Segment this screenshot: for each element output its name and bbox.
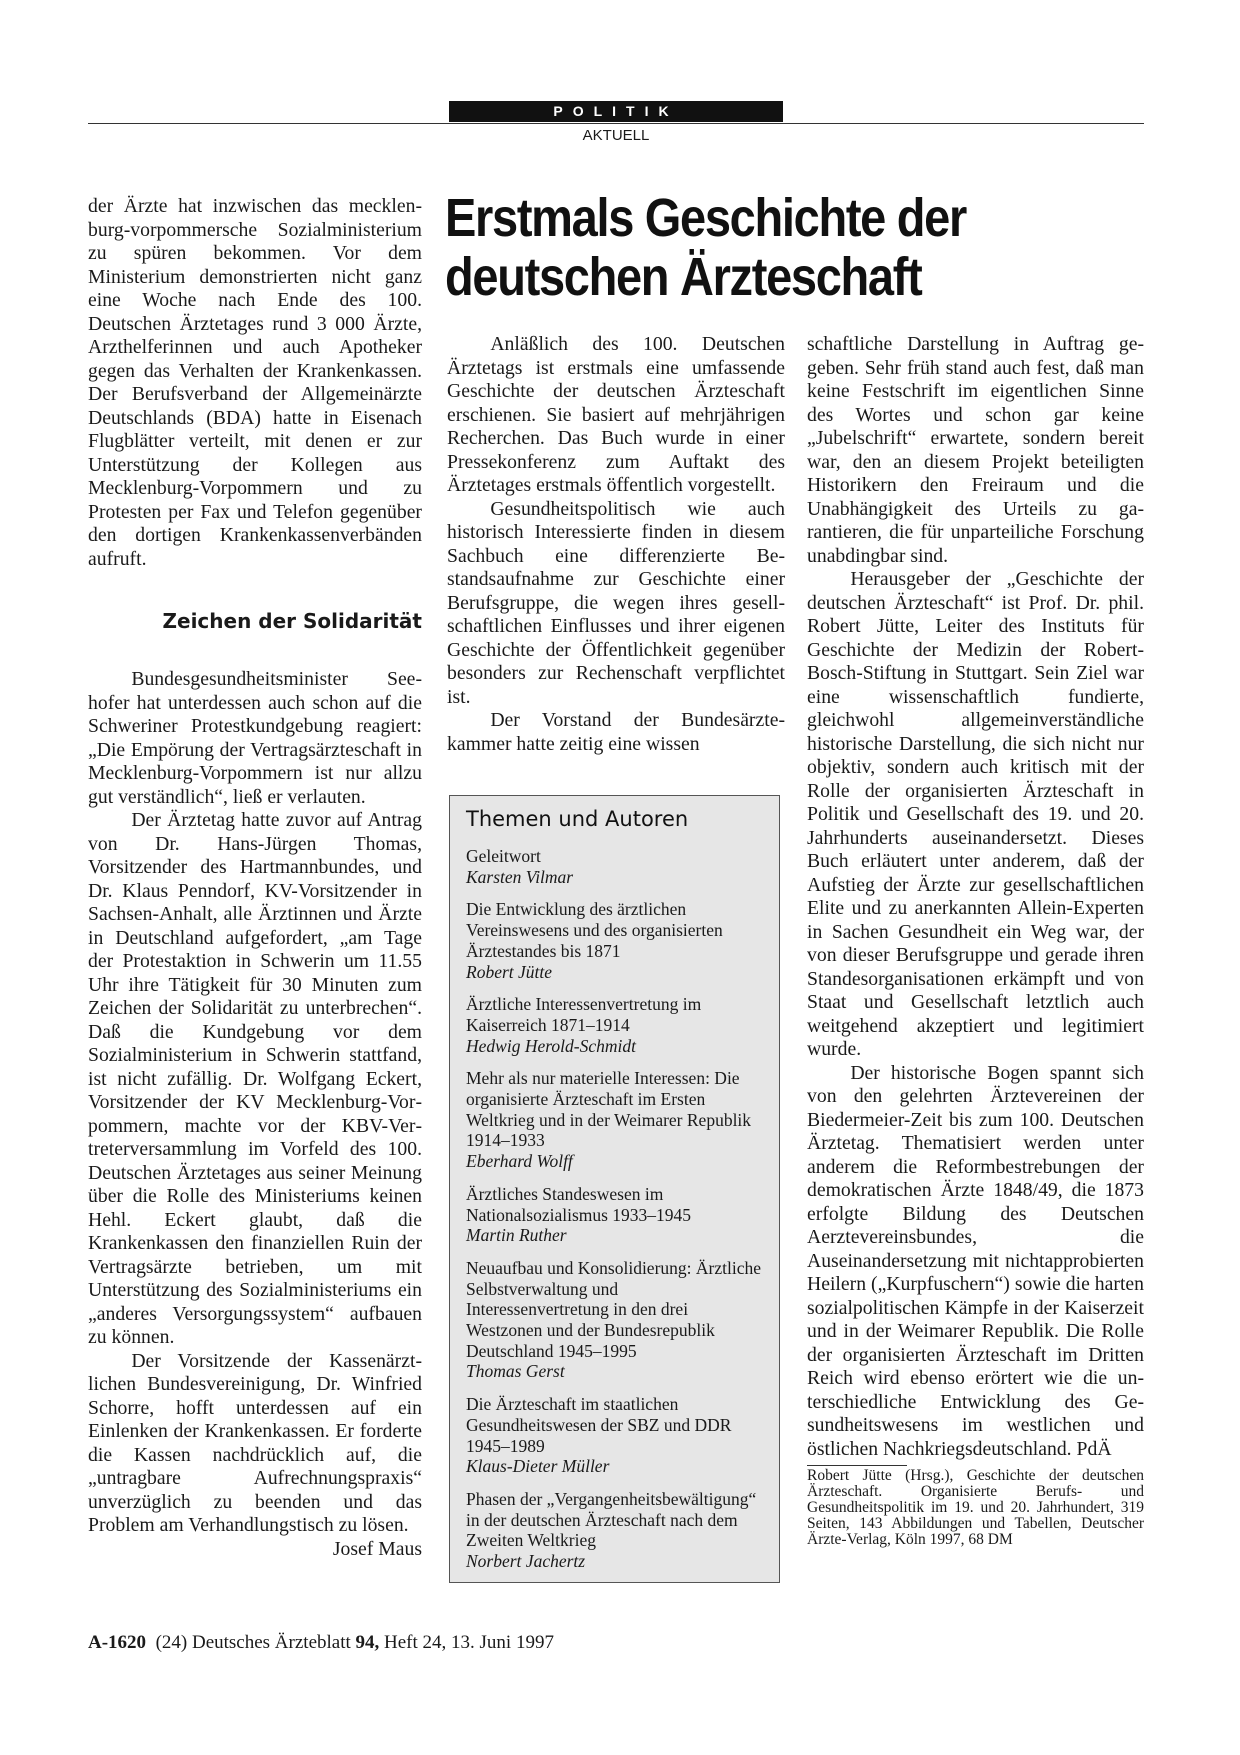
paragraph: Herausgeber der „Geschichte der deutschen Ärzteschaft“ ist Prof. Dr. phil. Robert Jütte, Leiter des Instituts für Geschichte der Medizin der Robert-Bosch-Stiftung in Stuttgart. Sein Ziel war eine wissenschaftlich fundierte, gleichwohl allgemeinverständliche historische Darstellung, die sich nicht nur objektiv, sondern auch kritisch mit der Rolle der organisierten Ärzteschaft in Politik und Gesellschaft des 19. und 20. Jahrhunderts auseinandersetzt. Dieses Buch erläutert unter anderem, daß der Aufstieg der Ärzte zur gesellschaftlichen Elite und zu anerkannten Allein-Experten in Sachen Gesundheit ein Weg war, der von dieser Berufsgruppe und gerade ihren Standesorganisationen erkämpft und von Staat und Gesellschaft letztlich auch weitgehend akzeptiert und legitimiert wurde. — [807, 568, 1144, 1060]
box-title: Themen und Autoren — [466, 807, 689, 831]
chapter-author: Eberhard Wolff — [466, 1151, 573, 1172]
box-item — [466, 1258, 763, 1382]
chapter-title: Geleitwort — [466, 846, 541, 866]
box-item — [466, 846, 763, 887]
chapter-author: Norbert Jachertz — [466, 1551, 586, 1572]
headline-line-2: deutschen Ärzteschaft — [445, 247, 922, 307]
paragraph: der Ärzte hat inzwischen das mecklenburg-vorpommersche Sozialministerium zu spüren bekommen. Vor dem Ministerium demonstrierten nicht ganz eine Woche nach Ende des 100. Deutschen Ärztetages rund 3 000 Ärzte, Arzthelferinnen und auch Apotheker gegen das Verhalten der Krankenkassen. Der Berufsverband der Allgemeinärzte Deutschlands (BDA) hatte in Eisenach Flugblätter verteilt, mit denen er zur Unterstützung der Kollegen aus Mecklenburg-Vorpommern und zu Protesten per Fax und Telefon gegenüber den dortigen Krankenkassenverbänden aufruft. — [88, 195, 422, 570]
internal-page-number: (24) — [155, 1632, 188, 1653]
topics-authors-box — [449, 795, 780, 1583]
chapter-title: Die Ärzteschaft im staatlichen Gesundheitswesen der SBZ und DDR 1945–1989 — [466, 1394, 732, 1456]
paragraph: Der Ärztetag hatte zuvor auf Antrag von Dr. Hans-Jürgen Thomas, Vorsitzender des Hartmannbundes, und Dr. Klaus Penndorf, KV-Vorsitzender in Sachsen-Anhalt, alle Ärztinnen und Ärzte in Deutschland aufgefordert, „am Tage der Protestaktion in Schwerin um 11.55 Uhr ihre Tätigkeit für 30 Minuten zum Zeichen der Solidarität zu unterbrechen“. Daß die Kundgebung vor dem Sozialministerium in Schwerin stattfand, ist nicht zufällig. Dr. Wolfgang Eckert, Vorsitzender der KV Mecklenburg-Vorpommern, machte vor der KBV-Vertreterversammlung im Vorfeld des 100. Deutschen Ärztetages aus seiner Meinung über die Rolle des Ministeriums keinen Hehl. Eckert glaubt, daß die Krankenkassen den finanziellen Ruin der Vertragsärzte betrieben, um mit Unterstützung des Sozialministeriums ein „anderes Versorgungssystem“ aufbauen zu können. — [88, 809, 422, 1348]
chapter-title: Die Entwicklung des ärztlichen Vereinswesens und des organisierten Ärztestandes bis 1871 — [466, 899, 723, 961]
column-2 — [447, 333, 785, 756]
paragraph-text: Der Vorsitzende der Kassenärztlichen Bundesvereinigung, Dr. Winfried Schorre, hofft unterdessen auf ein Einlenken der Krankenkassen. Er forderte die Kassen nachdrücklich auf, die „untragbare Aufrechnungspraxis“ unverzüglich zu beenden und das Problem am Verhandlungstisch zu lösen. — [88, 1349, 422, 1536]
chapter-title: Ärztliches Standeswesen im Nationalsozialismus 1933–1945 — [466, 1183, 692, 1225]
chapter-author: Hedwig Herold-Schmidt — [466, 1035, 636, 1056]
chapter-author: Martin Ruther — [466, 1225, 567, 1246]
paragraph — [807, 1062, 1144, 1462]
journal-name: Deutsches Ärzteblatt — [191, 1632, 351, 1653]
paragraph: Gesundheitspolitisch wie auch historisch Interessierte finden in diesem Sachbuch eine differenzierte Bestandsaufnahme zur Geschichte einer Berufsgruppe, die wegen ihres gesellschaftlichen Einflusses und ihrer eigenen Geschichte der Öffentlichkeit gegenüber besonders zur Rechenschaft verpflichtet ist. — [447, 497, 785, 708]
section-label: POLITIK — [449, 101, 783, 122]
subheading: Zeichen der Solidarität — [162, 609, 422, 633]
box-item — [466, 1184, 763, 1246]
author-byline: Josef Maus — [332, 1537, 422, 1560]
page-footer — [88, 1632, 554, 1654]
chapter-title: Ärztliche Interessenvertretung im Kaiserreich 1871–1914 — [466, 994, 702, 1035]
headline-line-1: Erstmals Geschichte der — [445, 188, 966, 248]
subsection-label: AKTUELL — [582, 127, 650, 144]
paragraph: schaftliche Darstellung in Auftrag gegeben. Sehr früh stand auch fest, daß man keine Festschrift im eigentlichen Sinne des Wortes und schon gar keine „Jubelschrift“ erwartete, sondern bereit war, den an diesem Projekt beteiligten Historikern den Freiraum und die Unabhängigkeit des Urteils zu garantieren, die für unparteiliche Forschung unabdingbar sind. — [807, 333, 1144, 567]
book-reference-footnote: Robert Jütte (Hrsg.), Geschichte der deutschen Ärzteschaft. Organisierte Berufs- und Gesundheitspolitik im 19. und 20. Jahrhundert, 319 Seiten, 143 Abbildungen und Tabellen, Deutscher Ärzte-Verlag, Köln 1997, 68 DM — [807, 1467, 1144, 1548]
box-item — [466, 1489, 763, 1572]
box-item — [466, 899, 763, 982]
issue-date: Heft 24, 13. Juni 1997 — [384, 1632, 554, 1653]
chapter-author: Klaus-Dieter Müller — [466, 1456, 610, 1477]
box-item — [466, 1068, 763, 1172]
chapter-author: Karsten Vilmar — [466, 866, 574, 887]
page-number: A-1620 — [88, 1632, 147, 1653]
signoff: PdÄ — [1076, 1437, 1112, 1460]
column-1 — [88, 195, 422, 1561]
chapter-title: Neuaufbau und Konsolidierung: Ärztliche Selbstverwaltung und Interessenvertretung in den drei Westzonen und der Bundesrepublik Deutschland 1945–1995 — [466, 1257, 761, 1361]
paragraph — [88, 1349, 422, 1560]
paragraph: Bundesgesundheitsminister Seehofer hat unterdessen auch schon auf die Schweriner Protestkundgebung reagiert: „Die Empörung der Vertragsärzteschaft in Mecklenburg-Vorpommern ist nur allzu gut verständlich“, ließ er verlauten. — [88, 668, 422, 808]
box-item — [466, 1394, 763, 1477]
paragraph: Der Vorstand der Bundesärztekammer hatte zeitig eine wissen — [447, 709, 785, 755]
footnote-rule — [807, 1465, 907, 1466]
column-3 — [807, 333, 1144, 1548]
box-item — [466, 994, 763, 1056]
chapter-title: Phasen der „Vergangenheitsbewältigung“ in der deutschen Ärzteschaft nach dem Zweiten Weltkrieg — [466, 1488, 757, 1551]
chapter-author: Robert Jütte — [466, 961, 553, 982]
volume-number: 94, — [355, 1632, 380, 1653]
paragraph: Anläßlich des 100. Deutschen Ärztetags ist erstmals eine umfassende Geschichte der deutschen Ärzteschaft erschienen. Sie basiert auf mehrjährigen Recherchen. Das Buch wurde in einer Pressekonferenz zum Auftakt des Ärztetages erstmals öffentlich vorgestellt. — [447, 333, 785, 496]
headline — [445, 189, 1054, 307]
chapter-author: Thomas Gerst — [466, 1361, 565, 1382]
header-rule — [88, 123, 1144, 124]
paragraph-text: Der historische Bogen spannt sich von den gelehrten Ärztevereinen der Biedermeier-Zeit bis zum 100. Deutschen Ärztetag. Thematisiert werden unter anderem die Reformbestrebungen der demokratischen Ärzte 1848/49, die 1873 erfolgte Bildung des Deutschen Aerztevereinsbundes, die Auseinandersetzung mit nichtapprobierten Heilern („Kurpfuschern“) sowie die harten sozialpolitischen Kämpfe in der Kaiserzeit und in der Weimarer Republik. Die Rolle der organisierten Ärzteschaft im Dritten Reich wird ebenso erörtert wie die unterschiedliche Entwicklung des Gesundheitswesens im westlichen und östlichen Nachkriegsdeutschland. — [807, 1061, 1144, 1460]
chapter-title: Mehr als nur materielle Interessen: Die organisierte Ärzteschaft im Ersten Weltkrieg und in der Weimarer Republik 1914–1933 — [466, 1068, 752, 1151]
